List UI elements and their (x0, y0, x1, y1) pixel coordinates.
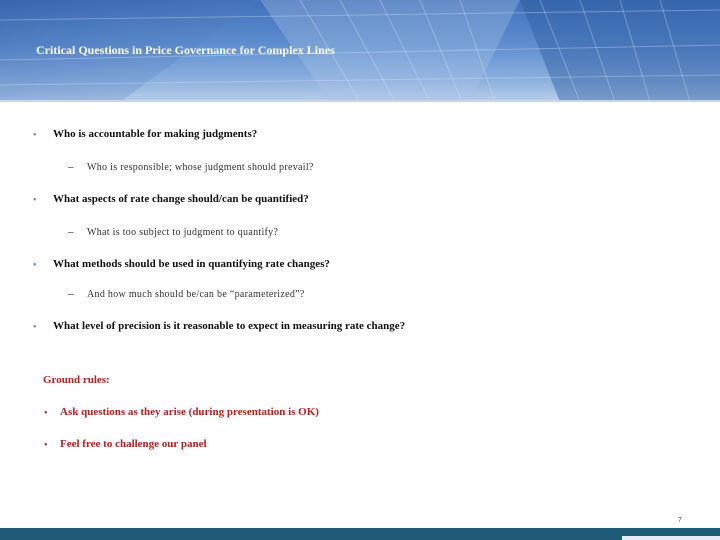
dash-icon: – (68, 226, 74, 238)
sub-bullet-text: Who is responsible; whose judgment should prevail? (87, 162, 314, 173)
footer-bar (0, 528, 720, 540)
bullet-text: What methods should be used in quantifying rate changes? (53, 258, 330, 270)
bullet-icon: • (33, 195, 37, 206)
page-number: 7 (678, 516, 682, 524)
ground-rules-heading: Ground rules: (43, 374, 110, 386)
footer-accent (622, 536, 720, 540)
bullet-icon: • (44, 408, 48, 419)
slide-title: Critical Questions in Price Governance for Complex Lines (36, 43, 335, 57)
bullet-text: Who is accountable for making judgments? (53, 128, 258, 140)
dash-icon: – (68, 161, 74, 173)
bullet-text: What aspects of rate change should/can be quantified? (53, 193, 309, 205)
dash-icon: – (68, 288, 74, 300)
sub-bullet-text: And how much should be/can be “parameterized”? (87, 289, 305, 300)
bullet-icon: • (33, 130, 37, 141)
bullet-text: What level of precision is it reasonable to expect in measuring rate change? (53, 320, 406, 332)
bullet-icon: • (33, 260, 37, 271)
ground-rule-item: Feel free to challenge our panel (60, 438, 207, 450)
bullet-icon: • (33, 322, 37, 333)
sub-bullet-text: What is too subject to judgment to quantify? (87, 227, 279, 238)
ground-rule-item: Ask questions as they arise (during presentation is OK) (60, 406, 319, 418)
bullet-icon: • (44, 440, 48, 451)
